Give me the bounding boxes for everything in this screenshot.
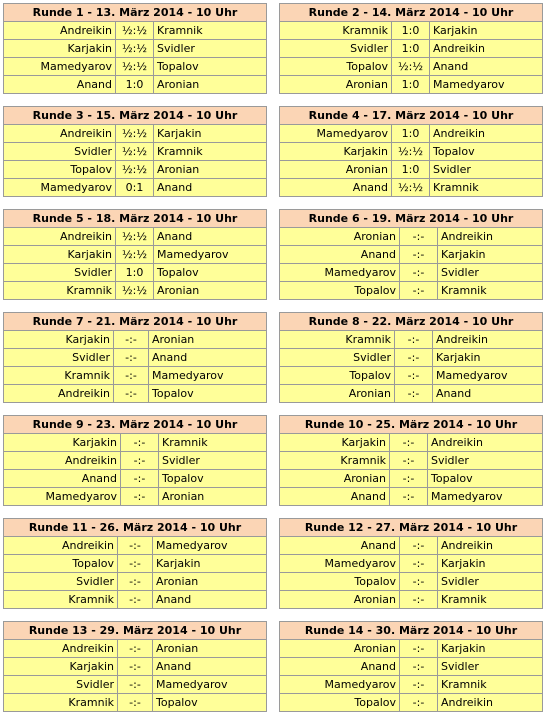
game-row [4,22,267,40]
game-row [4,331,267,349]
black-player: Anand [154,179,267,197]
black-player: Kramnik [438,282,543,300]
game-result: -:- [400,537,438,555]
black-player: Mamedyarov [430,76,543,94]
white-player: Anand [4,470,121,488]
game-result: -:- [395,331,433,349]
black-player: Anand [149,349,267,367]
game-result: -:- [390,434,428,452]
black-player: Kramnik [438,591,543,609]
round-title: Runde 10 - 25. März 2014 - 10 Uhr [280,416,543,434]
game-result: -:- [390,470,428,488]
game-row [280,470,543,488]
game-row [4,282,267,300]
black-player: Svidler [438,573,543,591]
round-title: Runde 14 - 30. März 2014 - 10 Uhr [280,622,543,640]
white-player: Andreikin [4,22,116,40]
black-player: Andreikin [438,537,543,555]
game-result: 1:0 [392,40,430,58]
black-player: Andreikin [430,125,543,143]
game-row [4,537,267,555]
round-5-table [3,209,267,300]
game-row [280,331,543,349]
game-result: -:- [114,367,149,385]
game-row [280,676,543,694]
white-player: Karjakin [4,40,116,58]
game-row [4,640,267,658]
game-result: ½:½ [116,125,154,143]
black-player: Kramnik [438,676,543,694]
black-player: Mamedyarov [154,246,267,264]
game-result: -:- [118,555,153,573]
round-12-table [279,518,543,609]
game-row [280,658,543,676]
white-player: Karjakin [4,246,116,264]
game-row [4,58,267,76]
game-row [4,470,267,488]
white-player: Karjakin [4,331,114,349]
black-player: Aronian [153,573,267,591]
game-result: 1:0 [116,264,154,282]
game-row [4,349,267,367]
game-row [280,434,543,452]
white-player: Aronian [280,385,395,403]
round-13-table [3,621,267,712]
white-player: Karjakin [4,434,121,452]
game-result: ½:½ [116,40,154,58]
round-14-table [279,621,543,712]
black-player: Svidler [159,452,267,470]
white-player: Kramnik [4,282,116,300]
black-player: Aronian [154,76,267,94]
black-player: Svidler [154,40,267,58]
round-8-table [279,312,543,403]
black-player: Aronian [149,331,267,349]
game-row [4,434,267,452]
black-player: Andreikin [438,694,543,712]
game-row [280,640,543,658]
white-player: Anand [280,179,392,197]
game-result: -:- [114,349,149,367]
game-row [280,143,543,161]
black-player: Svidler [428,452,543,470]
game-result: 0:1 [116,179,154,197]
black-player: Aronian [159,488,267,506]
game-row [4,264,267,282]
game-row [280,22,543,40]
white-player: Mamedyarov [280,125,392,143]
game-result: -:- [400,282,438,300]
black-player: Anand [430,58,543,76]
game-row [280,228,543,246]
game-row [280,125,543,143]
black-player: Karjakin [430,22,543,40]
game-row [280,179,543,197]
game-row [4,555,267,573]
black-player: Andreikin [438,228,543,246]
white-player: Mamedyarov [280,264,400,282]
game-row [4,385,267,403]
game-result: ½:½ [116,22,154,40]
black-player: Aronian [153,640,267,658]
white-player: Kramnik [4,694,118,712]
white-player: Svidler [4,676,118,694]
white-player: Mamedyarov [4,488,121,506]
game-row [4,179,267,197]
white-player: Svidler [280,40,392,58]
round-2-table [279,3,543,94]
game-result: -:- [400,573,438,591]
game-result: 1:0 [392,22,430,40]
game-result: -:- [400,264,438,282]
game-row [4,125,267,143]
game-row [4,694,267,712]
game-result: -:- [114,385,149,403]
game-row [280,573,543,591]
black-player: Andreikin [433,331,543,349]
game-row [4,658,267,676]
white-player: Anand [280,537,400,555]
game-row [4,228,267,246]
game-result: -:- [121,470,159,488]
white-player: Aronian [280,470,390,488]
round-9-table [3,415,267,506]
game-row [4,40,267,58]
black-player: Andreikin [430,40,543,58]
white-player: Anand [280,246,400,264]
game-result: 1:0 [392,161,430,179]
white-player: Mamedyarov [280,555,400,573]
white-player: Kramnik [280,22,392,40]
white-player: Topalov [4,555,118,573]
white-player: Svidler [280,349,395,367]
round-title: Runde 4 - 17. März 2014 - 10 Uhr [280,107,543,125]
game-result: -:- [390,488,428,506]
white-player: Andreikin [4,228,116,246]
white-player: Karjakin [4,658,118,676]
game-row [280,591,543,609]
black-player: Topalov [153,694,267,712]
white-player: Mamedyarov [280,676,400,694]
black-player: Svidler [438,264,543,282]
game-result: -:- [121,434,159,452]
black-player: Topalov [430,143,543,161]
game-result: ½:½ [116,246,154,264]
game-result: -:- [118,694,153,712]
game-result: -:- [400,591,438,609]
white-player: Anand [280,658,400,676]
game-result: -:- [395,367,433,385]
black-player: Anand [154,228,267,246]
game-row [4,246,267,264]
game-result: ½:½ [392,179,430,197]
game-result: -:- [400,246,438,264]
white-player: Aronian [280,228,400,246]
game-row [280,58,543,76]
game-row [4,367,267,385]
black-player: Anand [433,385,543,403]
round-title: Runde 8 - 22. März 2014 - 10 Uhr [280,313,543,331]
black-player: Mamedyarov [149,367,267,385]
white-player: Kramnik [4,367,114,385]
game-result: ½:½ [392,143,430,161]
white-player: Svidler [4,349,114,367]
white-player: Topalov [280,58,392,76]
white-player: Mamedyarov [4,58,116,76]
black-player: Anand [153,658,267,676]
game-row [280,161,543,179]
black-player: Topalov [154,58,267,76]
game-result: -:- [395,385,433,403]
white-player: Karjakin [280,143,392,161]
game-row [4,488,267,506]
white-player: Aronian [280,76,392,94]
game-result: 1:0 [116,76,154,94]
white-player: Karjakin [280,434,390,452]
game-row [280,452,543,470]
black-player: Topalov [159,470,267,488]
game-row [280,555,543,573]
round-title: Runde 6 - 19. März 2014 - 10 Uhr [280,210,543,228]
game-row [280,694,543,712]
white-player: Andreikin [4,125,116,143]
white-player: Topalov [280,282,400,300]
game-row [280,76,543,94]
round-11-table [3,518,267,609]
white-player: Anand [280,488,390,506]
game-row [280,264,543,282]
round-title: Runde 5 - 18. März 2014 - 10 Uhr [4,210,267,228]
round-title: Runde 1 - 13. März 2014 - 10 Uhr [4,4,267,22]
white-player: Topalov [280,367,395,385]
game-result: ½:½ [116,228,154,246]
game-result: -:- [390,452,428,470]
game-row [280,246,543,264]
black-player: Karjakin [438,640,543,658]
white-player: Kramnik [280,452,390,470]
white-player: Svidler [4,143,116,161]
game-result: -:- [118,658,153,676]
game-result: -:- [121,488,159,506]
round-title: Runde 11 - 26. März 2014 - 10 Uhr [4,519,267,537]
black-player: Karjakin [433,349,543,367]
game-result: -:- [400,228,438,246]
black-player: Karjakin [438,246,543,264]
game-result: ½:½ [116,58,154,76]
black-player: Karjakin [438,555,543,573]
game-row [280,367,543,385]
game-row [280,385,543,403]
game-result: ½:½ [392,58,430,76]
black-player: Aronian [154,282,267,300]
game-row [280,349,543,367]
white-player: Andreikin [4,537,118,555]
black-player: Kramnik [154,143,267,161]
white-player: Kramnik [4,591,118,609]
white-player: Aronian [280,161,392,179]
round-10-table [279,415,543,506]
game-row [280,40,543,58]
black-player: Aronian [154,161,267,179]
white-player: Andreikin [4,385,114,403]
game-row [280,488,543,506]
black-player: Anand [153,591,267,609]
game-row [280,282,543,300]
black-player: Topalov [154,264,267,282]
game-result: ½:½ [116,282,154,300]
game-result: -:- [121,452,159,470]
black-player: Karjakin [153,555,267,573]
white-player: Svidler [4,264,116,282]
round-title: Runde 13 - 29. März 2014 - 10 Uhr [4,622,267,640]
white-player: Topalov [4,161,116,179]
game-result: -:- [118,676,153,694]
black-player: Andreikin [428,434,543,452]
black-player: Mamedyarov [153,537,267,555]
game-result: 1:0 [392,76,430,94]
white-player: Andreikin [4,452,121,470]
round-6-table [279,209,543,300]
black-player: Kramnik [154,22,267,40]
round-title: Runde 7 - 21. März 2014 - 10 Uhr [4,313,267,331]
black-player: Mamedyarov [433,367,543,385]
game-result: -:- [395,349,433,367]
black-player: Topalov [149,385,267,403]
white-player: Topalov [280,573,400,591]
game-result: ½:½ [116,143,154,161]
game-result: -:- [118,640,153,658]
game-row [4,591,267,609]
white-player: Topalov [280,694,400,712]
game-row [4,143,267,161]
round-1-table [3,3,267,94]
white-player: Aronian [280,640,400,658]
round-title: Runde 2 - 14. März 2014 - 10 Uhr [280,4,543,22]
white-player: Mamedyarov [4,179,116,197]
game-row [4,452,267,470]
black-player: Karjakin [154,125,267,143]
white-player: Anand [4,76,116,94]
game-result: -:- [400,658,438,676]
black-player: Svidler [430,161,543,179]
black-player: Topalov [428,470,543,488]
black-player: Kramnik [159,434,267,452]
game-result: -:- [114,331,149,349]
round-7-table [3,312,267,403]
round-4-table [279,106,543,197]
game-result: -:- [118,591,153,609]
game-result: -:- [118,537,153,555]
round-title: Runde 12 - 27. März 2014 - 10 Uhr [280,519,543,537]
round-title: Runde 3 - 15. März 2014 - 10 Uhr [4,107,267,125]
game-row [4,161,267,179]
game-row [280,537,543,555]
white-player: Andreikin [4,640,118,658]
black-player: Mamedyarov [428,488,543,506]
round-title: Runde 9 - 23. März 2014 - 10 Uhr [4,416,267,434]
game-result: -:- [400,640,438,658]
game-result: -:- [400,676,438,694]
game-result: 1:0 [392,125,430,143]
black-player: Svidler [438,658,543,676]
white-player: Svidler [4,573,118,591]
game-row [4,676,267,694]
game-result: ½:½ [116,161,154,179]
white-player: Aronian [280,591,400,609]
round-3-table [3,106,267,197]
game-result: -:- [400,555,438,573]
black-player: Mamedyarov [153,676,267,694]
game-row [4,76,267,94]
game-result: -:- [118,573,153,591]
white-player: Kramnik [280,331,395,349]
game-result: -:- [400,694,438,712]
black-player: Kramnik [430,179,543,197]
game-row [4,573,267,591]
